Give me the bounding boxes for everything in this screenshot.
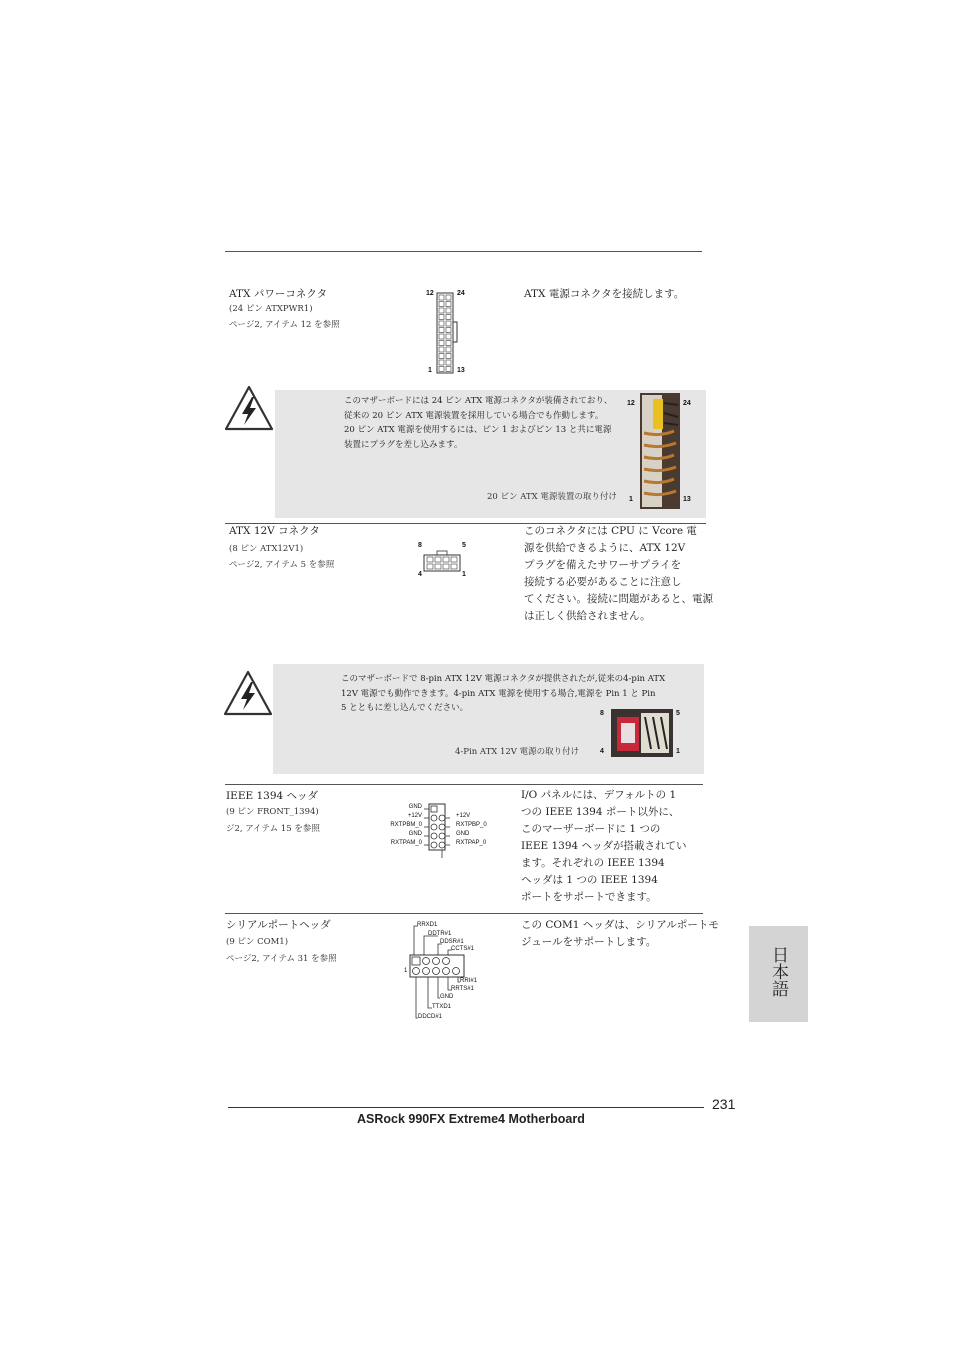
note2-pin-8: 8 <box>600 710 604 717</box>
atx12v-plug-photo <box>611 709 673 757</box>
com-label-ttxd1: TTXD1 <box>432 1004 452 1010</box>
atx24-pin-12: 12 <box>426 290 434 297</box>
com-title: シリアルポートヘッダ <box>226 919 331 931</box>
ieee-label-12v-right: +12V <box>456 813 471 819</box>
atx12v-desc: このコネクタには CPU に Vcore 電 源を供給できるように、ATX 12V プラグを備えたサワーサプライを 接続する必要があることに注意し てください。接続に問題があると、電源 は正しく供給されません。 <box>524 525 713 622</box>
ieee-label-gnd-2: GND <box>408 831 422 837</box>
note2-pin-1: 1 <box>676 748 680 755</box>
atx12v-pin-1: 1 <box>462 571 466 578</box>
atx12v-title: ATX 12V コネクタ <box>229 525 320 537</box>
atx24-pin-24: 24 <box>457 290 465 297</box>
ieee-label-gnd-1: GND <box>408 804 422 810</box>
footer-title: ASRock 990FX Extreme4 Motherboard <box>357 1112 585 1126</box>
com-label-rri1: RRI#1 <box>460 978 478 984</box>
ieee-label-rxtpam: RXTPAM_0 <box>390 840 422 846</box>
atx12v-pins: (8 ピン ATX12V1) <box>229 544 304 554</box>
atx24-title: ATX パワーコネクタ <box>229 288 328 300</box>
com-ref: ページ2, アイテム 31 を参照 <box>226 954 337 964</box>
ieee-title: IEEE 1394 ヘッダ <box>226 790 319 802</box>
atx24-plug-photo <box>640 393 680 509</box>
ieee-label-rxtpap: RXTPAP_0 <box>456 840 487 846</box>
ieee1394-header-diagram <box>424 803 450 859</box>
ieee-label-rxtpbp: RXTPBP_0 <box>456 822 487 828</box>
top-rule <box>225 251 702 252</box>
com-rule <box>225 913 703 914</box>
com-label-gnd: GND <box>440 994 454 1000</box>
language-side-tab-label: 日本語 <box>768 946 788 997</box>
ieee-label-12v-left: +12V <box>407 813 422 819</box>
atx12v-pin-8: 8 <box>418 542 422 549</box>
warning-icon <box>224 385 274 431</box>
com-label-ddtr1: DDTR#1 <box>428 931 452 937</box>
atx24-pins: (24 ピン ATXPWR1) <box>229 304 313 314</box>
atx12v-ref: ページ2, アイテム 5 を参照 <box>229 560 335 570</box>
atx12v-pin-4: 4 <box>418 571 422 578</box>
com-label-rrxd1: RRXD1 <box>417 922 438 928</box>
atx24-pin-1: 1 <box>428 367 432 374</box>
atx24-ref: ページ2, アイテム 12 を参照 <box>229 320 340 330</box>
note1-pin-12: 12 <box>627 400 635 407</box>
note1-pin-1: 1 <box>629 496 633 503</box>
com-label-ccts1: CCTS#1 <box>451 946 475 952</box>
note2-text: このマザーボードで 8-pin ATX 12V 電源コネクタが提供されたが,従来の4-pin ATX 12V 電源でも動作できます。4-pin ATX 電源を使用する場合,電源を Pin 1 と Pin 5 とともに差し込んでください。 <box>341 674 666 713</box>
com-label-ddcd1: DDCD#1 <box>418 1014 443 1020</box>
atx24-pin-13: 13 <box>457 367 465 374</box>
ieee-rule <box>225 784 703 785</box>
atx12v-connector-diagram <box>423 550 461 572</box>
com-label-rrts1: RRTS#1 <box>451 986 474 992</box>
atx24-desc: ATX 電源コネクタを接続します。 <box>524 288 685 300</box>
ieee-ref: ジ2, アイテム 15 を参照 <box>226 824 320 834</box>
note1-pin-13: 13 <box>683 496 691 503</box>
ieee-desc: I/O パネルには、デフォルトの 1 つの IEEE 1394 ポート以外に、 このマーザーボードに 1 つの IEEE 1394 ヘッダが搭載されてい ます。それぞれの IEEE 1394 ヘッダは 1 つの IEEE 1394 ポートをサポートできます。 <box>521 789 687 903</box>
note2-pin-4: 4 <box>600 748 604 755</box>
com-desc: この COM1 ヘッダは、シリアルポートモ ジュールをサポートします。 <box>521 919 719 948</box>
com-pins: (9 ピン COM1) <box>226 937 289 947</box>
atx24-connector-diagram <box>436 292 460 374</box>
ieee-pins: (9 ピン FRONT_1394) <box>226 807 319 817</box>
note1-pin-24: 24 <box>683 400 691 407</box>
warning-icon-2 <box>223 670 273 716</box>
page-number: 231 <box>712 1096 736 1112</box>
note2-pin-5: 5 <box>676 710 680 717</box>
note1-caption: 20 ピン ATX 電源装置の取り付け <box>487 492 617 502</box>
com-label-ddsr1: DDSR#1 <box>440 939 464 945</box>
note2-caption: 4-Pin ATX 12V 電源の取り付け <box>455 747 580 757</box>
footer-rule <box>228 1107 704 1108</box>
ieee-label-gnd-3: GND <box>456 831 470 837</box>
com-pin-1: 1 <box>404 968 408 974</box>
note1-text: このマザーボードには 24 ピン ATX 電源コネクタが装備されており、 従来の 20 ピン ATX 電源装置を採用している場合でも作動します。 20 ピン ATX 電源を使用するには、ピン 1 およびピン 13 と共に電源 装置にプラグを差し込みます。 <box>344 396 613 450</box>
ieee-label-rxtpbm: RXTPBM_0 <box>390 822 422 828</box>
atx12v-pin-5: 5 <box>462 542 466 549</box>
